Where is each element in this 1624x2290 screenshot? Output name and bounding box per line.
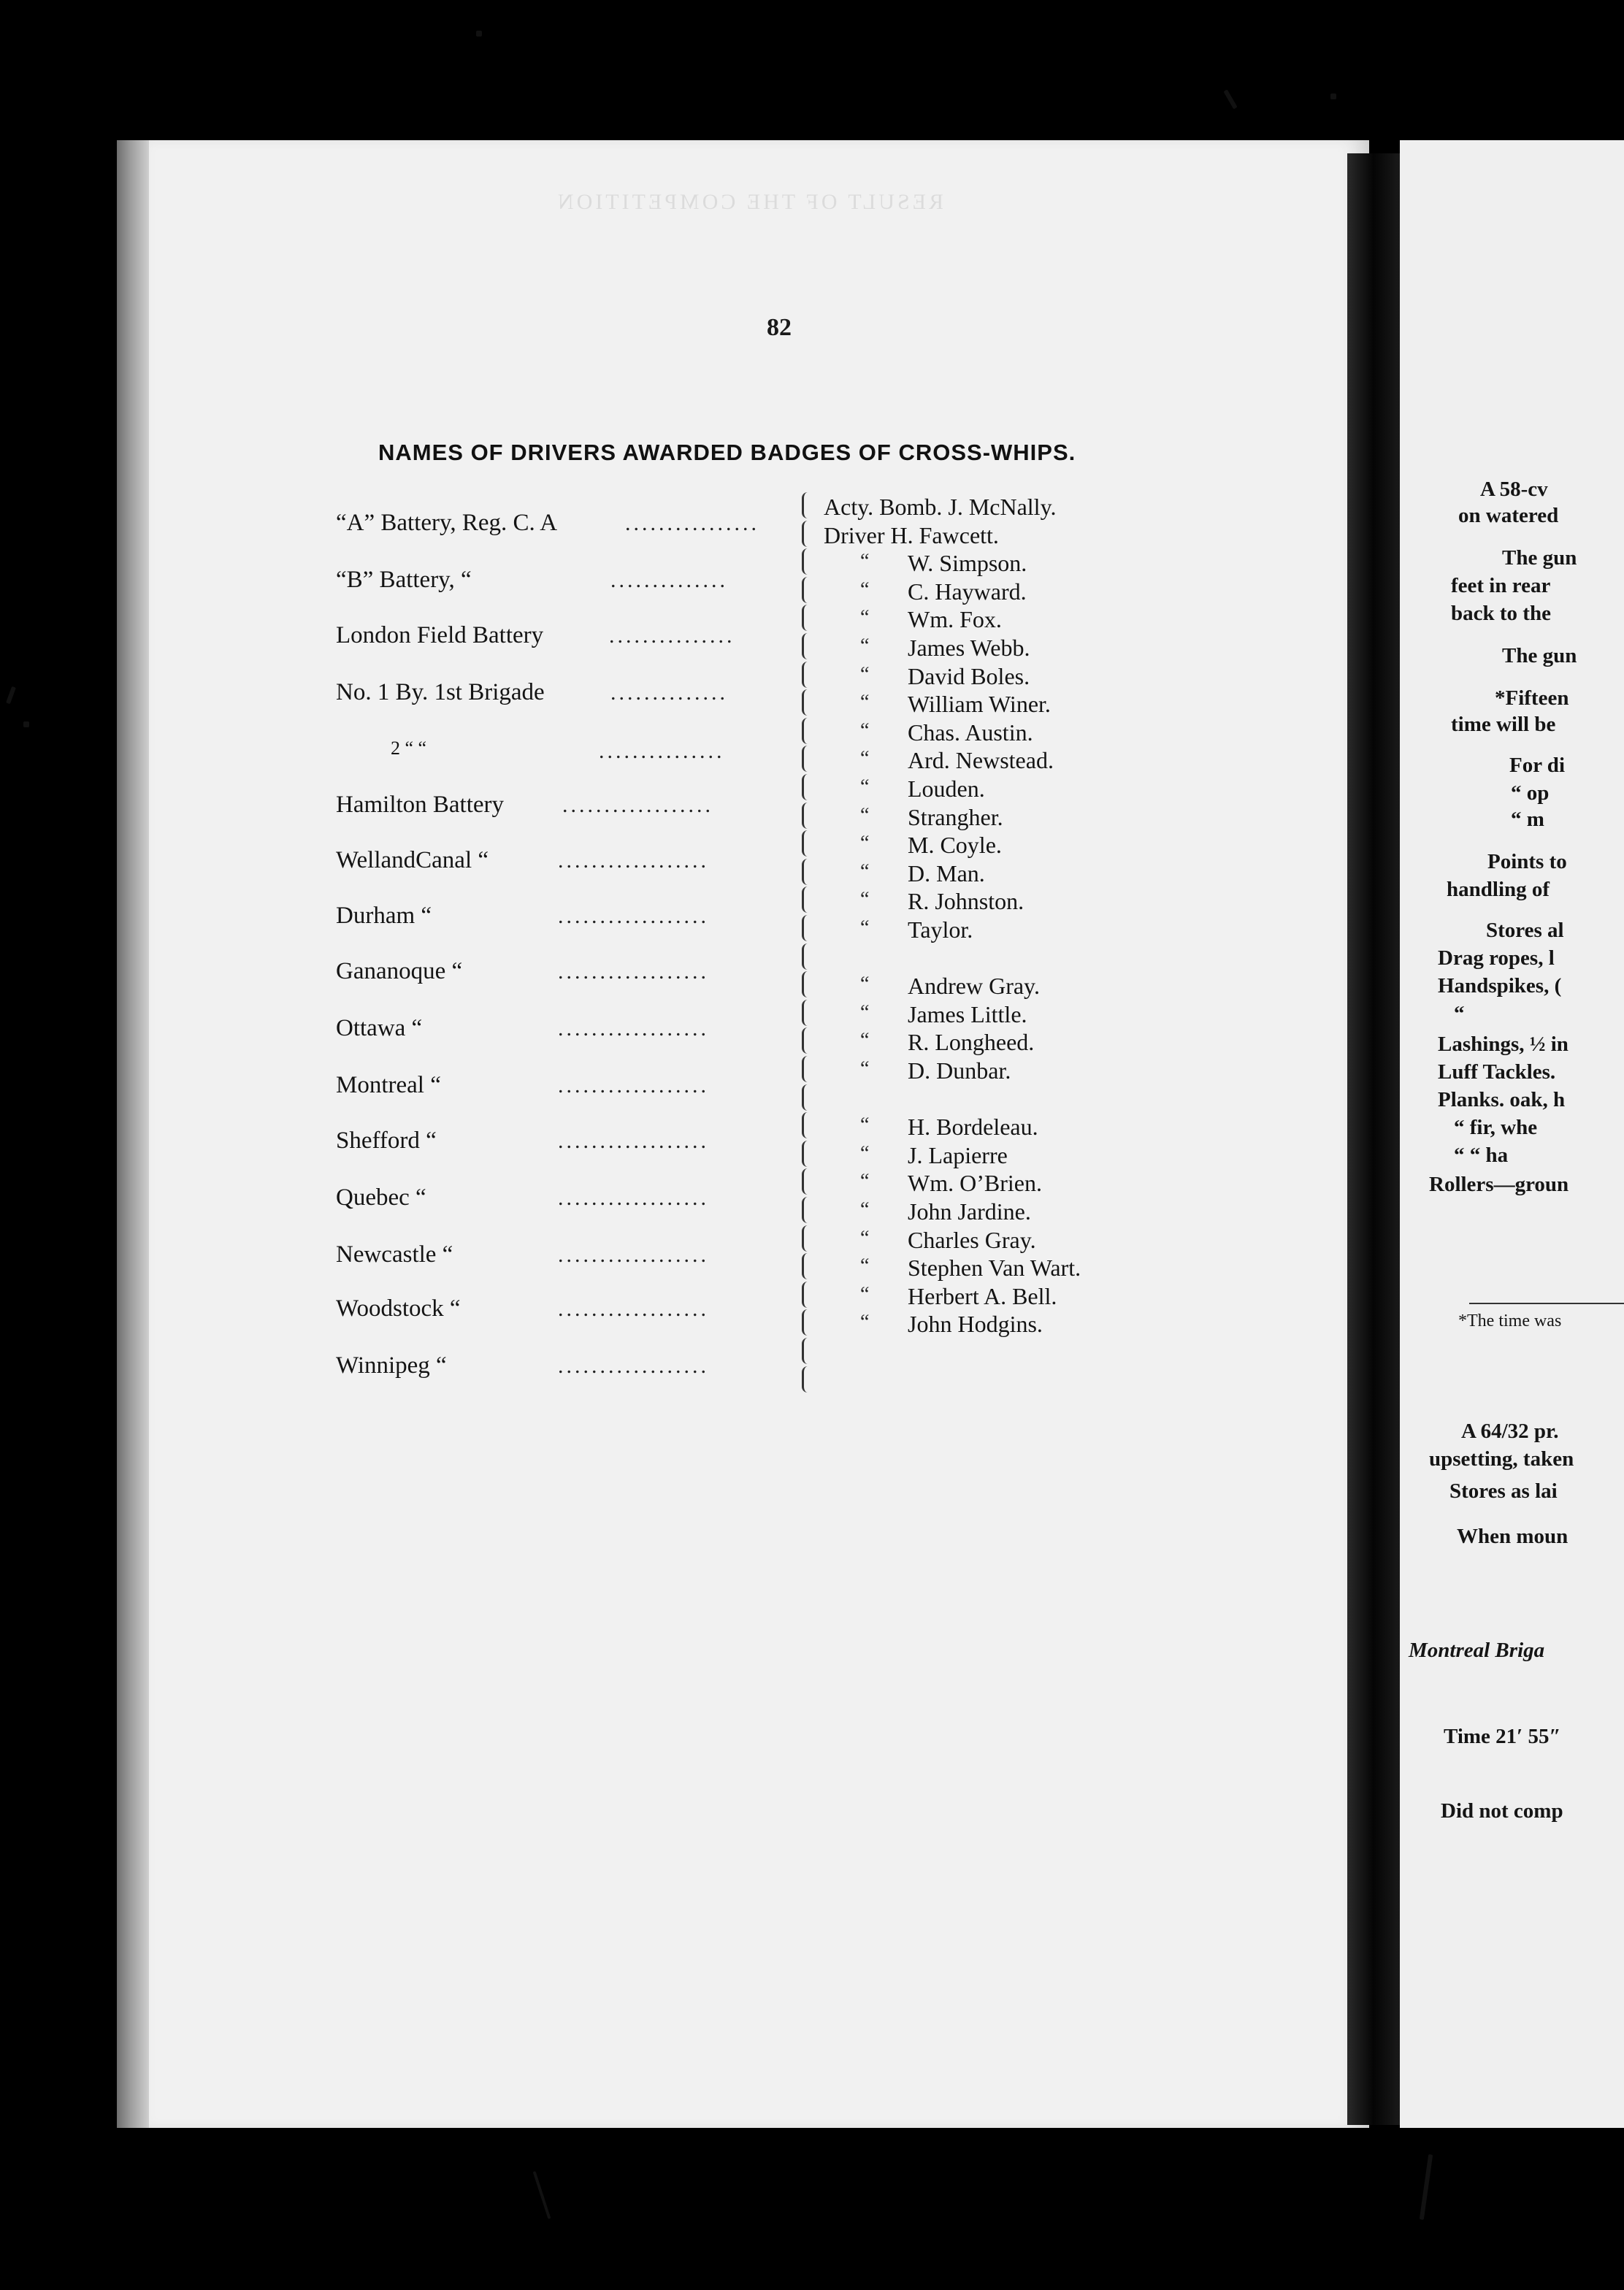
page-number: 82: [767, 314, 792, 341]
ditto-mark: “: [860, 803, 870, 827]
ditto-mark: “: [860, 606, 870, 629]
scan-speck: [1223, 89, 1237, 109]
right-page-line: upsetting, taken: [1429, 1447, 1574, 1471]
ditto-mark: “: [860, 1282, 870, 1306]
driver-name: Taylor.: [908, 916, 973, 943]
scan-speck: [23, 721, 29, 727]
driver-name: John Jardine.: [908, 1198, 1031, 1225]
brace-mark: [802, 886, 811, 913]
ditto-mark: “: [860, 1141, 870, 1165]
brace-mark: [802, 1253, 811, 1279]
brace-mark: [802, 492, 811, 518]
right-page-line: on watered: [1458, 504, 1559, 527]
driver-name: D. Dunbar.: [908, 1057, 1011, 1084]
ditto-mark: “: [860, 747, 870, 770]
battery-label: Quebec “: [336, 1184, 426, 1211]
battery-label: 2 “ “: [391, 738, 427, 759]
brace-mark: [802, 633, 811, 659]
driver-name: Wm. Fox.: [908, 606, 1002, 633]
driver-name: Ard. Newstead.: [908, 747, 1054, 774]
driver-name: J. Lapierre: [908, 1141, 1008, 1168]
ditto-mark: “: [860, 832, 870, 855]
leader-dots: ..................: [558, 904, 709, 928]
driver-name: Louden.: [908, 776, 985, 802]
brace-mark: [802, 830, 811, 857]
brace-mark: [802, 1141, 811, 1167]
brace-mark: [802, 662, 811, 688]
right-page: [1400, 140, 1624, 2128]
right-page-line: Points to: [1487, 850, 1567, 873]
battery-label: Montreal “: [336, 1072, 441, 1098]
brace-mark: [802, 1000, 811, 1026]
battery-label: Winnipeg “: [336, 1352, 447, 1379]
battery-label: London Field Battery: [336, 622, 544, 648]
ditto-mark: “: [860, 691, 870, 714]
driver-name: Charles Gray.: [908, 1226, 1036, 1253]
right-page-line: “ fir, whe: [1454, 1116, 1538, 1139]
brace-mark: [802, 718, 811, 744]
brace-mark: [802, 548, 811, 575]
right-page-line: Montreal Briga: [1409, 1639, 1545, 1662]
driver-name: Acty. Bomb. J. McNally.: [824, 494, 1057, 520]
right-page-line: time will be: [1451, 713, 1556, 736]
battery-label: Ottawa “: [336, 1015, 423, 1041]
right-page-line: “: [1454, 1002, 1465, 1025]
ditto-mark: “: [860, 1198, 870, 1221]
ditto-mark: “: [860, 1226, 870, 1249]
ditto-mark: “: [860, 662, 870, 686]
ditto-mark: “: [860, 635, 870, 657]
driver-name: Driver H. Fawcett.: [824, 521, 999, 548]
driver-name: Chas. Austin.: [908, 719, 1033, 746]
brace-mark: [802, 577, 811, 603]
brace-column: [802, 492, 818, 1390]
battery-label: “A” Battery, Reg. C. A: [336, 510, 558, 536]
leader-dots: ..................: [558, 960, 709, 984]
right-page-line: When moun: [1457, 1525, 1569, 1548]
right-page-line: Rollers—groun: [1429, 1173, 1569, 1196]
brace-mark: [802, 1225, 811, 1252]
driver-name: Andrew Gray.: [908, 973, 1040, 1000]
brace-mark: [802, 915, 811, 941]
driver-name: D. Man.: [908, 859, 985, 886]
right-page-line: “ m: [1511, 808, 1544, 831]
driver-name: Herbert A. Bell.: [908, 1282, 1057, 1309]
driver-name: James Little.: [908, 1000, 1027, 1027]
right-page-line: The gun: [1502, 644, 1577, 667]
driver-name: David Boles.: [908, 662, 1030, 689]
ditto-mark: “: [860, 1255, 870, 1278]
right-page-line: Did not comp: [1441, 1799, 1563, 1823]
page-heading: NAMES OF DRIVERS AWARDED BADGES OF CROSS-WHIPS.: [378, 440, 1076, 465]
leader-dots: ...............: [599, 739, 725, 763]
brace-mark: [802, 943, 811, 970]
right-page-line: back to the: [1451, 602, 1551, 625]
brace-mark: [802, 1027, 811, 1054]
leader-dots: ..................: [558, 1129, 709, 1153]
battery-label: Woodstock “: [336, 1295, 461, 1322]
leader-dots: ..................: [558, 1354, 709, 1378]
right-page-line: Planks. oak, h: [1438, 1088, 1566, 1111]
brace-mark: [802, 1282, 811, 1308]
brace-mark: [802, 1197, 811, 1223]
driver-name: W. Simpson.: [908, 550, 1027, 577]
right-page-line: Lashings, ½ in: [1438, 1033, 1569, 1056]
leader-dots: ..............: [610, 568, 728, 592]
driver-name: Stephen Van Wart.: [908, 1255, 1081, 1282]
right-page-line: feet in rear: [1451, 574, 1551, 597]
brace-mark: [802, 971, 811, 997]
battery-label: Newcastle “: [336, 1241, 453, 1268]
leader-dots: ..................: [558, 1243, 709, 1267]
ditto-mark: “: [860, 888, 870, 911]
right-page-line: Luff Tackles.: [1438, 1060, 1556, 1084]
right-page-line: For di: [1509, 754, 1565, 777]
battery-label: “B” Battery, “: [336, 567, 472, 593]
driver-name: James Webb.: [908, 635, 1030, 661]
leader-dots: ..................: [558, 849, 709, 873]
brace-mark: [802, 746, 811, 772]
brace-mark: [802, 1084, 811, 1111]
right-page-line: *The time was: [1458, 1311, 1562, 1330]
right-page-line: *Fifteen: [1495, 686, 1569, 710]
ditto-mark: “: [860, 1029, 870, 1052]
right-page-line: A 58-cv: [1480, 478, 1548, 501]
ditto-mark: “: [860, 1000, 870, 1024]
page-edge: [117, 140, 149, 2128]
leader-dots: ..................: [558, 1073, 709, 1098]
ditto-mark: “: [860, 973, 870, 996]
battery-label: WellandCanal “: [336, 847, 489, 873]
driver-name: H. Bordeleau.: [908, 1114, 1038, 1141]
brace-mark: [802, 1168, 811, 1195]
leader-dots: ................: [625, 511, 759, 535]
right-page-line: “ op: [1511, 781, 1550, 805]
ditto-mark: “: [860, 1311, 870, 1334]
scan-speck: [1420, 2154, 1433, 2220]
scan-speck: [476, 31, 482, 37]
brace-mark: [802, 774, 811, 800]
brace-mark: [802, 605, 811, 631]
leader-dots: ..............: [610, 681, 728, 705]
ditto-mark: “: [860, 1057, 870, 1080]
brace-mark: [802, 803, 811, 829]
right-page-line: Drag ropes, l: [1438, 946, 1555, 970]
ditto-mark: “: [860, 1114, 870, 1137]
ditto-mark: “: [860, 719, 870, 742]
right-page-line: Stores as lai: [1449, 1479, 1558, 1503]
driver-name: R. Johnston.: [908, 888, 1024, 915]
ditto-mark: “: [860, 776, 870, 798]
right-page-line: The gun: [1502, 546, 1577, 570]
brace-mark: [802, 1366, 811, 1393]
battery-label: Hamilton Battery: [336, 792, 505, 818]
battery-label: No. 1 By. 1st Brigade: [336, 679, 545, 705]
right-page-line: Handspikes, (: [1438, 974, 1562, 997]
left-page: [117, 140, 1369, 2128]
driver-name: R. Longheed.: [908, 1029, 1035, 1056]
leader-dots: ..................: [558, 1016, 709, 1041]
ditto-mark: “: [860, 578, 870, 601]
battery-label: Shefford “: [336, 1127, 437, 1154]
ditto-mark: “: [860, 916, 870, 939]
book-gutter: [1347, 153, 1400, 2125]
scan-speck: [533, 2171, 551, 2219]
right-page-line: “ “ ha: [1454, 1144, 1509, 1167]
brace-mark: [802, 1056, 811, 1082]
ditto-mark: “: [860, 550, 870, 573]
brace-mark: [802, 689, 811, 716]
right-page-line: A 64/32 pr.: [1461, 1420, 1559, 1443]
battery-label: Durham “: [336, 903, 432, 929]
driver-name: C. Hayward.: [908, 578, 1027, 605]
leader-dots: ..................: [562, 793, 713, 817]
driver-name: Wm. O’Brien.: [908, 1170, 1042, 1197]
leader-dots: ...............: [609, 624, 735, 648]
scan-speck: [1330, 93, 1336, 99]
driver-name: M. Coyle.: [908, 832, 1002, 859]
footnote-rule: [1469, 1303, 1624, 1304]
battery-label: Gananoque “: [336, 958, 463, 984]
right-page-line: Stores al: [1486, 919, 1564, 942]
leader-dots: ..................: [558, 1186, 709, 1210]
ditto-mark: “: [860, 859, 870, 883]
brace-mark: [802, 859, 811, 885]
driver-name: John Hodgins.: [908, 1311, 1043, 1338]
leader-dots: ..................: [558, 1297, 709, 1321]
right-page-line: Time 21′ 55″: [1444, 1725, 1561, 1748]
ditto-mark: “: [860, 1170, 870, 1193]
brace-mark: [802, 1309, 811, 1336]
brace-mark: [802, 1112, 811, 1138]
scan-speck: [6, 686, 16, 705]
bleed-through-text: RESULT OF THE COMPETITION: [555, 190, 943, 214]
right-page-line: handling of: [1447, 878, 1550, 901]
brace-mark: [802, 1338, 811, 1364]
driver-name: William Winer.: [908, 691, 1051, 718]
driver-name: Strangher.: [908, 803, 1003, 830]
brace-mark: [802, 521, 811, 547]
